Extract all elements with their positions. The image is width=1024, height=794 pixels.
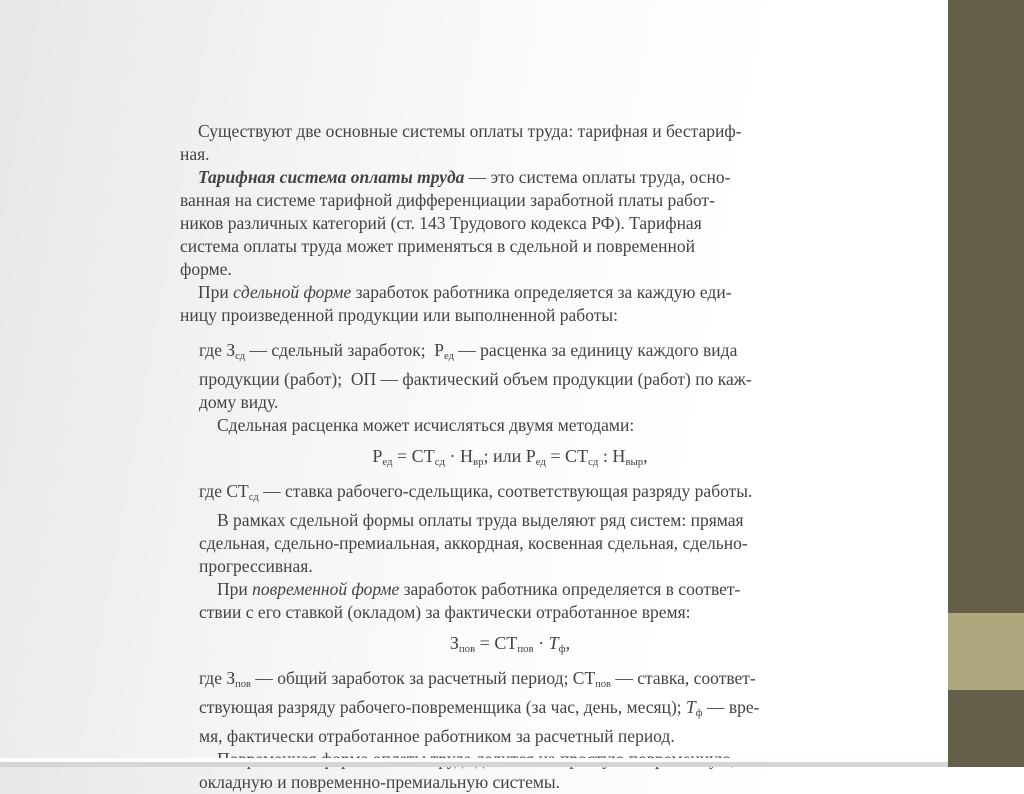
text-run: — общий заработок за расчетный период; СТ	[250, 667, 596, 688]
subscript-run: ед	[382, 455, 393, 468]
text-line	[199, 339, 840, 368]
text-line	[180, 143, 840, 166]
text-run: повременной форме	[252, 578, 400, 599]
text-run: При	[198, 282, 234, 302]
text-line	[199, 509, 840, 532]
paragraph	[199, 748, 840, 794]
text-run: где З	[199, 340, 236, 360]
text-run: — ставка, соответ-	[611, 667, 756, 688]
formula-line	[180, 445, 840, 474]
text-run: = СТ	[545, 445, 589, 466]
text-run: ; или Р	[483, 445, 536, 466]
page-bottom-edge	[0, 762, 948, 767]
subscript-run: пов	[458, 642, 476, 655]
subscript-run: пов	[595, 678, 611, 690]
definition-block	[199, 667, 840, 748]
text-run: система оплаты труда может применяться в сдельной и повременной	[180, 236, 695, 256]
paragraph	[180, 281, 840, 327]
text-line	[180, 281, 840, 304]
right-sidebar-band	[948, 0, 1024, 767]
subscript-run: ед	[444, 350, 454, 362]
text-run: : Н	[598, 445, 626, 466]
paragraph	[180, 120, 840, 166]
text-run: ницу произведенной продукции или выполненной работы:	[180, 305, 618, 325]
text-run: Существуют две основные системы оплаты труда: тарифная и бестариф-	[198, 121, 742, 141]
subscript-run: пов	[235, 678, 251, 690]
text-run: = СТ	[475, 632, 518, 653]
subscript-run: ф	[695, 707, 703, 719]
text-run: где СТ	[199, 480, 249, 501]
subscript-run: ф	[558, 642, 566, 655]
text-line	[199, 771, 840, 794]
formula-line	[180, 632, 840, 661]
paragraph	[180, 166, 840, 281]
text-run: ,	[565, 632, 571, 653]
text-run: заработок работника определяется в соответ-	[399, 578, 741, 599]
text-run: = СТ	[392, 445, 435, 466]
paragraph	[199, 578, 840, 624]
subscript-run: пов	[517, 642, 534, 655]
text-run: ствующая разряду рабочего-повременщика (за час, день, месяц);	[199, 696, 687, 717]
text-run: ·	[533, 632, 549, 653]
text-run: форме.	[180, 259, 232, 279]
text-line	[180, 235, 840, 258]
paragraph	[199, 509, 840, 578]
text-run: Т	[548, 632, 559, 653]
text-line	[199, 725, 840, 748]
text-run: — вре-	[702, 696, 760, 717]
text-run: · Н	[444, 445, 473, 466]
text-line	[180, 258, 840, 281]
text-run: заработок работника определяется за каждую еди-	[351, 282, 732, 302]
text-run: — ставка рабочего-сдельщика, соответствующая разряду работы.	[258, 480, 753, 501]
text-run: прогрессивная.	[199, 555, 313, 576]
subscript-run: выр	[625, 455, 644, 468]
text-run: ников различных категорий (ст. 143 Трудового кодекса РФ). Тарифная	[180, 213, 702, 233]
text-run: — расценка за единицу каждого вида	[453, 340, 738, 360]
definition-block	[199, 339, 840, 414]
text-run: В рамках сдельной формы оплаты труда выделяют ряд систем: прямая	[217, 509, 744, 530]
text-line	[180, 166, 840, 189]
text-run: З	[449, 632, 459, 653]
text-line	[199, 368, 840, 391]
text-line	[199, 667, 840, 696]
text-run: При	[217, 578, 253, 599]
text-line	[180, 212, 840, 235]
text-run: — сдельный заработок; Р	[245, 340, 445, 360]
text-content	[180, 120, 840, 794]
text-line	[180, 120, 840, 143]
text-run: ствии с его ставкой (окладом) за фактически отработанное время:	[199, 601, 691, 622]
text-line	[180, 304, 840, 327]
text-run: ванная на системе тарифной дифференциации заработной платы работ-	[180, 190, 715, 210]
text-run: — это система оплаты труда, осно-	[464, 167, 731, 187]
text-line	[199, 696, 840, 725]
sidebar-accent-block	[948, 613, 1024, 690]
text-run: сдельной форме	[233, 282, 352, 302]
text-line	[199, 414, 840, 437]
text-run: Р	[372, 445, 383, 466]
text-run: Т	[686, 696, 696, 717]
text-line	[199, 532, 840, 555]
subscript-run: вр	[472, 455, 484, 468]
subscript-run: сд	[588, 455, 599, 468]
subscript-run: сд	[235, 350, 246, 362]
text-line	[199, 480, 840, 509]
text-run: Сдельная расценка может исчисляться двумя методами:	[217, 414, 635, 435]
text-run: Тарифная система оплаты труда	[198, 167, 465, 187]
definition-block	[199, 480, 840, 509]
paragraph	[199, 414, 840, 437]
text-line	[199, 391, 840, 414]
text-run: где З	[199, 667, 236, 688]
text-run: окладную и повременно-премиальную системы.	[199, 771, 561, 792]
text-line	[199, 555, 840, 578]
text-line	[199, 578, 840, 601]
text-run: ,	[643, 445, 648, 466]
subscript-run: сд	[434, 455, 445, 468]
subscript-run: сд	[248, 491, 259, 503]
text-run: дому виду.	[199, 391, 279, 412]
text-run: сдельная, сдельно-премиальная, аккордная, косвенная сдельная, сдельно-	[199, 532, 748, 553]
subscript-run: ед	[535, 455, 546, 468]
text-line	[199, 601, 840, 624]
text-line	[180, 189, 840, 212]
formula	[180, 445, 840, 474]
text-run: продукции (работ); ОП — фактический объем продукции (работ) по каж-	[199, 368, 752, 389]
text-run: мя, фактически отработанное работником за расчетный период.	[199, 725, 675, 746]
formula	[180, 632, 840, 661]
text-run: ная.	[180, 144, 210, 164]
